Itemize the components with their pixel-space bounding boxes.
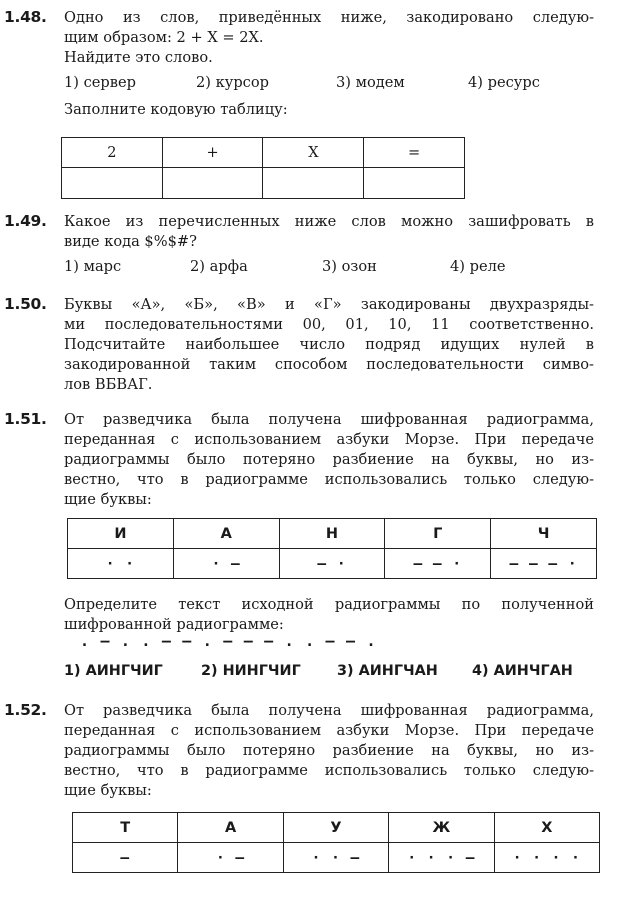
problem-1-51-after-line-1: Определите текст исходной радиограммы по полученной	[64, 596, 594, 613]
morse-code-cell: · · · –	[389, 843, 494, 873]
problem-number-1-49: 1.49.	[4, 212, 47, 230]
table-empty-cell	[364, 168, 465, 199]
problem-1-51-line-3: радиограммы было потеряно разбиение на буквы, но из-	[64, 451, 594, 468]
table-header-cell: +	[162, 138, 263, 168]
table-empty-cell	[62, 168, 163, 199]
table-header-cell: Х	[494, 813, 599, 843]
table-header-cell: 2	[62, 138, 163, 168]
problem-1-48-line-2: щим образом: 2 + X = 2X.	[64, 29, 264, 46]
problem-1-49-line-1: Какое из перечисленных ниже слов можно зашифровать в	[64, 213, 594, 230]
table-header-cell: А	[178, 813, 283, 843]
morse-code-cell: – – – ·	[491, 549, 597, 579]
problem-1-50-line-1: Буквы «А», «Б», «В» и «Г» закодированы двухразряды-	[64, 296, 594, 313]
table-header-cell: У	[283, 813, 388, 843]
table-header-cell: Г	[385, 519, 491, 549]
table-header-cell: Ж	[389, 813, 494, 843]
option-2: 2) курсор	[196, 74, 269, 91]
table-header-cell: И	[68, 519, 174, 549]
option-1: 1) сервер	[64, 74, 136, 91]
problem-1-52-line-5: щие буквы:	[64, 782, 152, 799]
option-4: 4) АИНЧГАН	[472, 663, 573, 679]
problem-1-49-line-2: виде кода $%$#?	[64, 233, 197, 250]
option-1: 1) АИНГЧИГ	[64, 663, 163, 679]
morse-code-cell: –	[73, 843, 178, 873]
encoded-radiogram: . – . . – – . – – – . . – – .	[80, 632, 377, 650]
problem-1-51-line-5: щие буквы:	[64, 491, 152, 508]
option-4: 4) ресурс	[468, 74, 540, 91]
problem-1-48-fill-prompt: Заполните кодовую таблицу:	[64, 101, 288, 118]
problem-1-50-line-2: ми последовательностями 00, 01, 10, 11 соответственно.	[64, 316, 594, 333]
morse-code-cell: · –	[178, 843, 283, 873]
table-header-cell: Н	[279, 519, 385, 549]
table-header-cell: X	[263, 138, 364, 168]
morse-code-cell: · –	[173, 549, 279, 579]
option-3: 3) озон	[322, 258, 377, 275]
option-2: 2) арфа	[190, 258, 248, 275]
problem-1-52-line-1: От разведчика была получена шифрованная радиограмма,	[64, 702, 594, 719]
table-header-cell: Т	[73, 813, 178, 843]
table-empty-cell	[162, 168, 263, 199]
problem-1-51-line-4: вестно, что в радиограмме использовались только следую-	[64, 471, 594, 488]
morse-code-cell: · · · ·	[494, 843, 599, 873]
problem-1-52-line-3: радиограммы было потеряно разбиение на буквы, но из-	[64, 742, 594, 759]
problem-1-52-line-4: вестно, что в радиограмме использовались только следую-	[64, 762, 594, 779]
problem-1-51-line-2: переданная с использованием азбуки Морзе. При передаче	[64, 431, 594, 448]
problem-number-1-48: 1.48.	[4, 8, 47, 26]
table-header-cell: Ч	[491, 519, 597, 549]
table-empty-cell	[263, 168, 364, 199]
option-3: 3) АИНГЧАН	[337, 663, 438, 679]
problem-1-48-line-3: Найдите это слово.	[64, 49, 213, 66]
problem-1-50-line-4: закодированной таким способом последовательности симво-	[64, 356, 594, 373]
code-table-1-48	[61, 137, 465, 199]
option-4: 4) реле	[450, 258, 506, 275]
problem-1-52-line-2: переданная с использованием азбуки Морзе. При передаче	[64, 722, 594, 739]
problem-number-1-51: 1.51.	[4, 410, 47, 428]
morse-code-cell: – ·	[279, 549, 385, 579]
problem-1-51-line-1: От разведчика была получена шифрованная радиограмма,	[64, 411, 594, 428]
morse-table-1-51	[67, 518, 597, 579]
problem-number-1-50: 1.50.	[4, 295, 47, 313]
morse-code-cell: – – ·	[385, 549, 491, 579]
problem-number-1-52: 1.52.	[4, 701, 47, 719]
option-2: 2) НИНГЧИГ	[201, 663, 301, 679]
problem-1-51-after-line-2: шифрованной радиограмме:	[64, 616, 284, 633]
morse-table-1-52	[72, 812, 600, 873]
option-3: 3) модем	[336, 74, 405, 91]
table-header-cell: =	[364, 138, 465, 168]
option-1: 1) марс	[64, 258, 122, 275]
morse-code-cell: · · –	[283, 843, 388, 873]
morse-code-cell: · ·	[68, 549, 174, 579]
problem-1-50-line-5: лов ВБВАГ.	[64, 376, 153, 393]
table-header-cell: А	[173, 519, 279, 549]
problem-1-48-line-1: Одно из слов, приведённых ниже, закодировано следую-	[64, 9, 594, 26]
problem-1-50-line-3: Подсчитайте наибольшее число подряд идущих нулей в	[64, 336, 594, 353]
